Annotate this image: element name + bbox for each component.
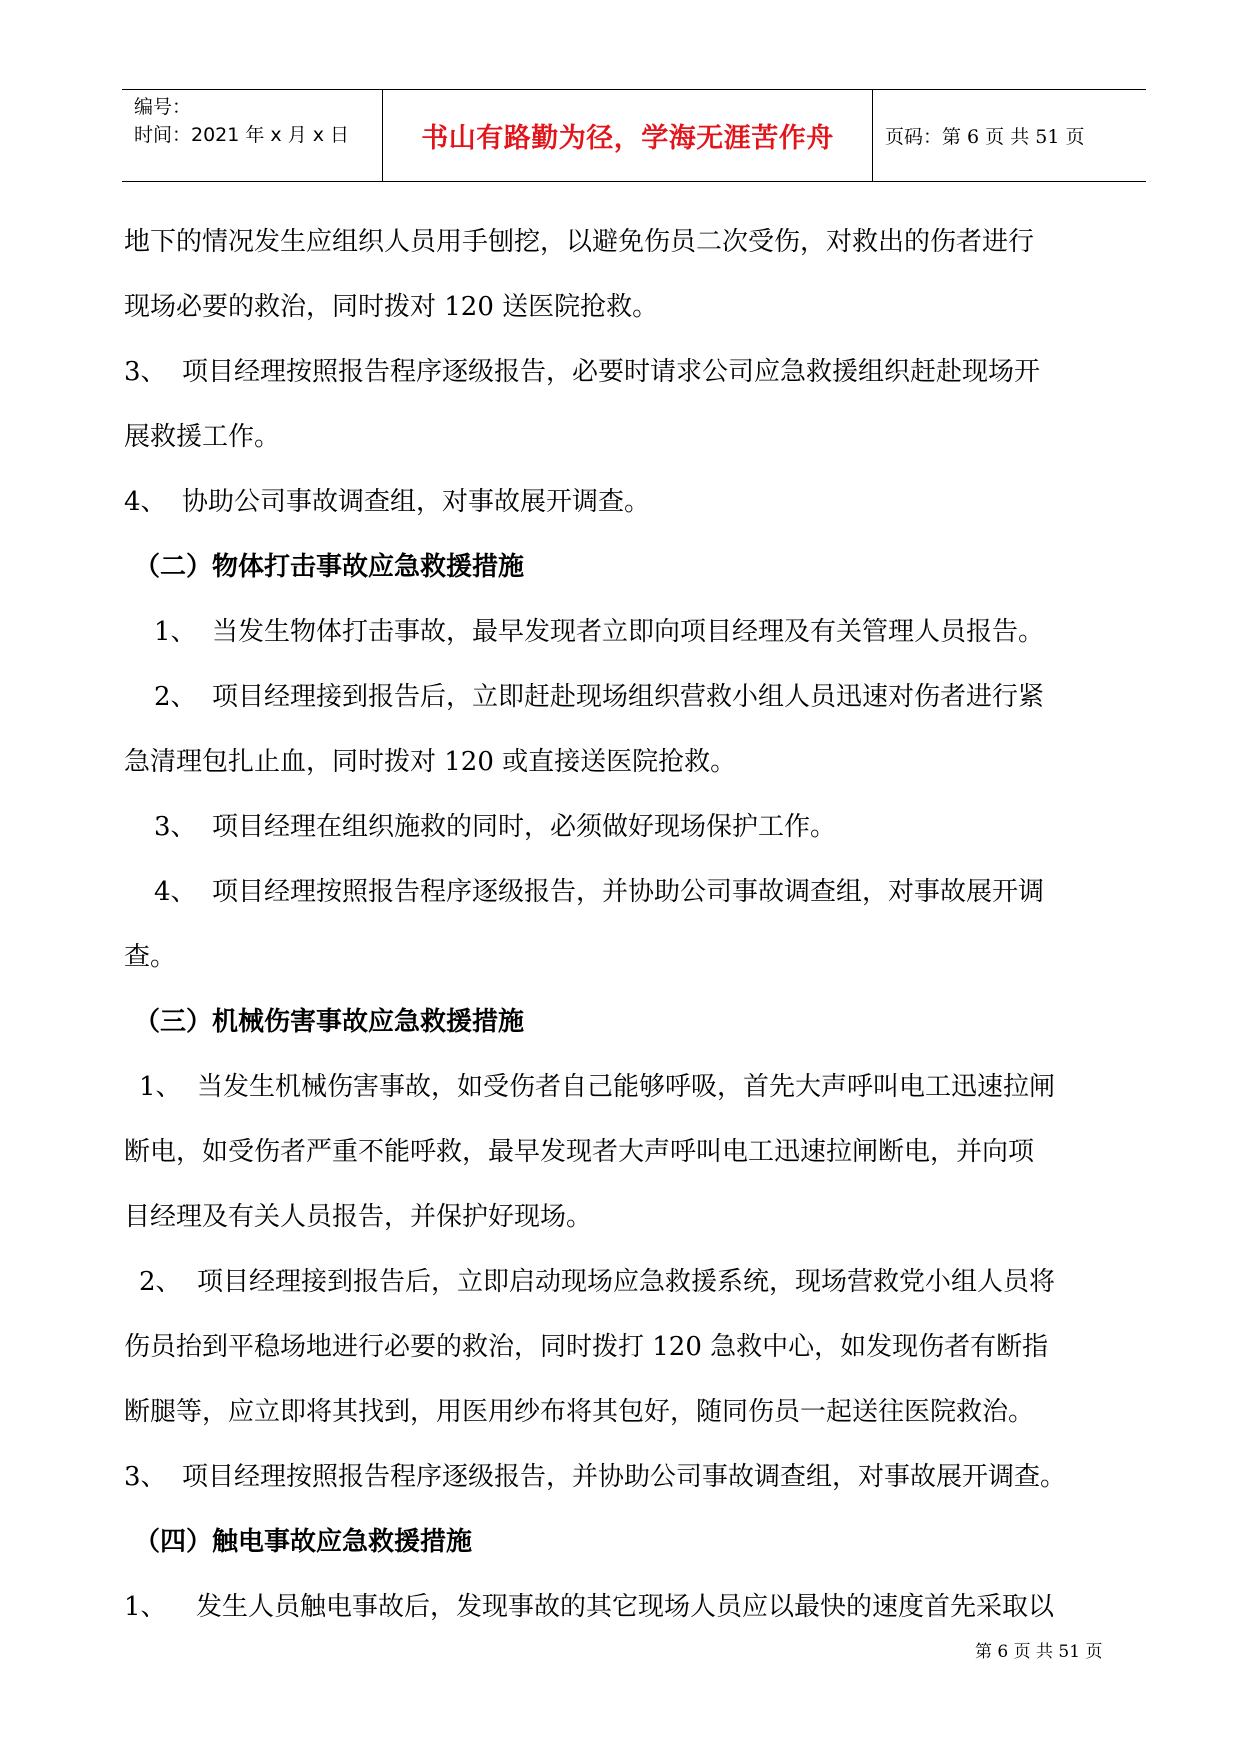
- time-label: 时间：2021 年 x 月 x 日: [134, 124, 350, 146]
- paragraph-line: [124, 925, 1148, 990]
- line-text: 查。: [124, 942, 177, 972]
- page-footer: 第 6 页 共 51 页: [975, 1642, 1103, 1662]
- paragraph-line: [124, 1380, 1148, 1445]
- list-item: [124, 600, 1148, 665]
- header-motto: 书山有路勤为径，学海无涯苦作舟: [383, 90, 873, 181]
- line-text: 项目经理按照报告程序逐级报告，并协助公司事故调查组，对事故展开调: [212, 877, 1045, 907]
- paragraph-line: [124, 405, 1148, 470]
- list-number: 3、: [124, 1462, 167, 1492]
- line-text: 项目经理按照报告程序逐级报告，必要时请求公司应急救援组织赶赴现场开: [182, 357, 1041, 387]
- paragraph-line: [124, 730, 1148, 795]
- document-body: [124, 210, 1148, 1640]
- section-heading: （二）物体打击事故应急救援措施: [134, 552, 525, 582]
- list-item: [124, 665, 1148, 730]
- list-item: [124, 1575, 1148, 1640]
- line-text: 现场必要的救治，同时拨对 120 送医院抢救。: [124, 292, 659, 322]
- list-item: [124, 1250, 1148, 1315]
- list-item: [124, 1445, 1148, 1510]
- paragraph-line: [124, 1185, 1148, 1250]
- line-text: 当发生机械伤害事故，如受伤者自己能够呼吸，首先大声呼叫电工迅速拉闸: [197, 1072, 1056, 1102]
- line-text: 伤员抬到平稳场地进行必要的救治，同时拨打 120 急救中心，如发现伤者有断指: [124, 1332, 1049, 1362]
- section-heading: （三）机械伤害事故应急救援措施: [134, 1007, 525, 1037]
- list-number: 2、: [154, 682, 197, 712]
- section-heading: （四）触电事故应急救援措施: [134, 1527, 473, 1557]
- line-text: 当发生物体打击事故，最早发现者立即向项目经理及有关管理人员报告。: [212, 617, 1045, 647]
- header-page-info: 页码：第 6 页 共 51 页: [885, 126, 1085, 148]
- list-item: [124, 1055, 1148, 1120]
- paragraph-line: [124, 1315, 1148, 1380]
- line-text: 发生人员触电事故后，发现事故的其它现场人员应以最快的速度首先采取以: [196, 1592, 1055, 1622]
- line-text: 项目经理接到报告后，立即启动现场应急救援系统，现场营救党小组人员将: [197, 1267, 1056, 1297]
- list-item: [124, 860, 1148, 925]
- list-number: 4、: [154, 877, 197, 907]
- page-header: [122, 89, 1146, 182]
- paragraph-line: [124, 1120, 1148, 1185]
- line-text: 展救援工作。: [124, 422, 281, 452]
- line-text: 急清理包扎止血，同时拨对 120 或直接送医院抢救。: [124, 747, 737, 777]
- paragraph-line: [124, 210, 1148, 275]
- list-number: 1、: [124, 1592, 167, 1622]
- line-text: 地下的情况发生应组织人员用手刨挖，以避免伤员二次受伤，对救出的伤者进行: [124, 227, 1035, 257]
- list-number: 4、: [124, 487, 167, 517]
- list-number: 2、: [139, 1267, 182, 1297]
- number-label: 编号：: [134, 96, 192, 118]
- line-text: 断电，如受伤者严重不能呼救，最早发现者大声呼叫电工迅速拉闸断电，并向项: [124, 1137, 1035, 1167]
- list-number: 3、: [124, 357, 167, 387]
- list-number: 1、: [139, 1072, 182, 1102]
- paragraph-line: [124, 275, 1148, 340]
- list-number: 3、: [154, 812, 197, 842]
- line-text: 项目经理接到报告后，立即赶赴现场组织营救小组人员迅速对伤者进行紧: [212, 682, 1045, 712]
- list-item: [124, 795, 1148, 860]
- list-number: 1、: [154, 617, 197, 647]
- header-meta: [122, 90, 383, 181]
- line-text: 项目经理按照报告程序逐级报告，并协助公司事故调查组，对事故展开调查。: [182, 1462, 1067, 1492]
- list-item: [124, 340, 1148, 405]
- line-text: 项目经理在组织施救的同时，必须做好现场保护工作。: [212, 812, 837, 842]
- list-item: [124, 470, 1148, 535]
- line-text: 目经理及有关人员报告，并保护好现场。: [124, 1202, 593, 1232]
- line-text: 协助公司事故调查组，对事故展开调查。: [182, 487, 651, 517]
- line-text: 断腿等，应立即将其找到，用医用纱布将其包好，随同伤员一起送往医院救治。: [124, 1397, 1035, 1427]
